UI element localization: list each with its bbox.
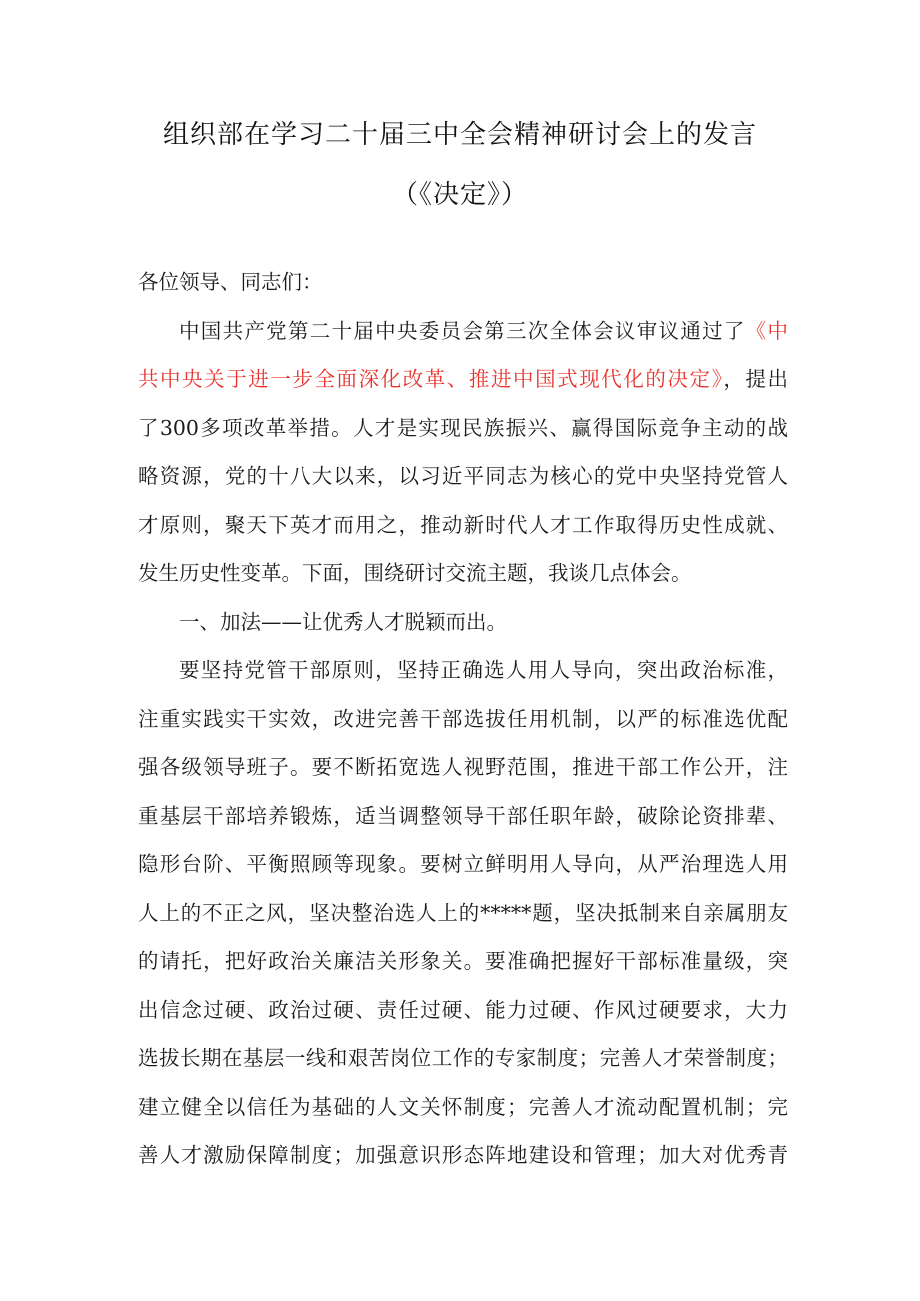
paragraph-1-line-5: 才原则，聚天下英才而用之，推动新时代人才工作取得历史性成就、 — [138, 512, 788, 537]
paragraph-2-line: 强各级领导班子。要不断拓宽选人视野范围，推进干部工作公开，注 — [138, 755, 788, 779]
paragraph-1-line-4: 略资源，党的十八大以来，以习近平同志为核心的党中央坚持党管人 — [138, 464, 788, 488]
paragraph-1-line-3: 了300多项改革举措。人才是实现民族振兴、赢得国际竞争主动的战 — [138, 415, 788, 440]
section-heading-1: 一、加法——让优秀人才脱颖而出。 — [179, 609, 507, 634]
paragraph-2-line: 要坚持党管干部原则，坚持正确选人用人导向，突出政治标准， — [179, 658, 788, 682]
paragraph-1-line-2 — [138, 355, 788, 404]
paragraph-2-line: 注重实践实干实效，改进完善干部选拔任用机制，以严的标准选优配 — [138, 706, 788, 731]
highlighted-document-name: 共中央关于进一步全面深化改革、推进中国式现代化的决定》 — [138, 367, 724, 391]
document-subtitle: （《决定》） — [391, 180, 528, 210]
paragraph-2-line: 隐形台阶、平衡照顾等现象。要树立鲜明用人导向，从严治理选人用 — [138, 852, 788, 876]
paragraph-text: ，提出 — [723, 367, 788, 391]
paragraph-2-line: 的请托，把好政治关廉洁关形象关。要准确把握好干部标准量级，突 — [138, 949, 788, 973]
paragraph-1-line-1 — [138, 307, 788, 356]
highlighted-document-name: 《中 — [745, 318, 788, 343]
paragraph-2-line: 选拔长期在基层一线和艰苦岗位工作的专家制度；完善人才荣誉制度； — [138, 1046, 788, 1070]
paragraph-2-line: 人上的不正之风，坚决整治选人上的*****题，坚决抵制来自亲属朋友 — [138, 900, 788, 925]
paragraph-text: 中国共产党第二十届中央委员会第三次全体会议审议通过了 — [179, 318, 746, 343]
salutation: 各位领导、同志们： — [138, 270, 323, 294]
paragraph-2-line: 重基层干部培养锻炼，适当调整领导干部任职年龄，破除论资排辈、 — [138, 803, 788, 828]
paragraph-2-line: 善人才激励保障制度；加强意识形态阵地建设和管理；加大对优秀青 — [138, 1143, 788, 1167]
paragraph-2-line: 出信念过硬、政治过硬、责任过硬、能力过硬、作风过硬要求，大力 — [138, 997, 788, 1022]
document-body — [138, 258, 788, 1180]
paragraph-1-line-6: 发生历史性变革。下面，围绕研讨交流主题，我谈几点体会。 — [138, 561, 692, 585]
document-title: 组织部在学习二十届三中全会精神研讨会上的发言 — [162, 120, 757, 150]
paragraph-2-line: 建立健全以信任为基础的人文关怀制度；完善人才流动配置机制；完 — [138, 1094, 788, 1119]
